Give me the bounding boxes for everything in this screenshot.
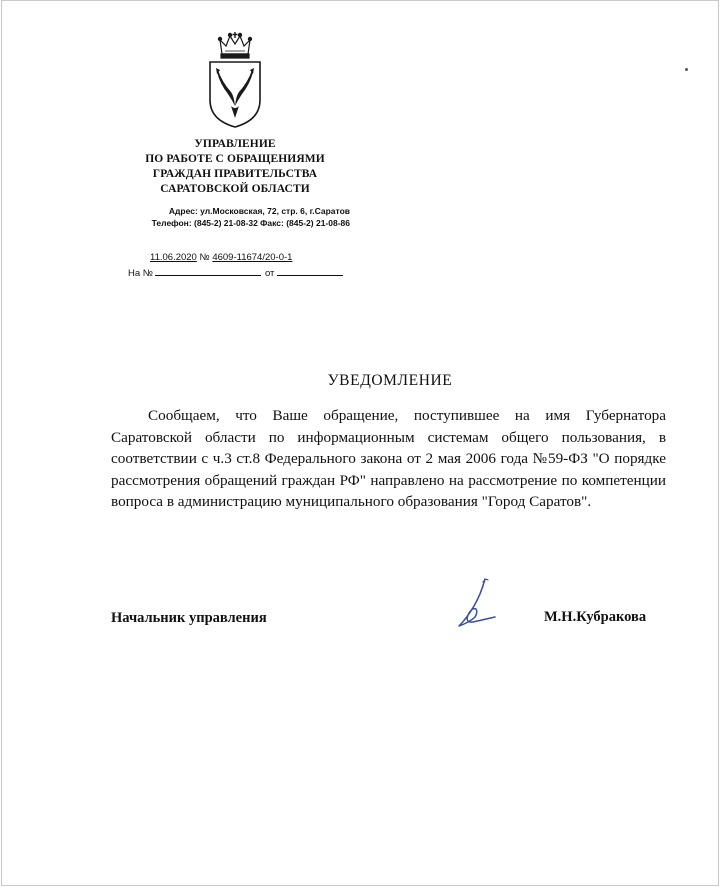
org-line: ГРАЖДАН ПРАВИТЕЛЬСТВА: [152, 168, 318, 180]
signatory-position: Начальник управления: [111, 610, 267, 626]
signatory-name: М.Н.Кубракова: [544, 609, 647, 625]
reference-line: [128, 266, 343, 280]
registration-number: 4609-11674/20-0-1: [212, 252, 293, 263]
reference-from: от: [264, 268, 275, 279]
org-line: УПРАВЛЕНИЕ: [194, 138, 276, 150]
reference-date-blank: [277, 266, 343, 276]
document-title: УВЕДОМЛЕНИЕ: [327, 372, 453, 389]
org-line: САРАТОВСКОЙ ОБЛАСТИ: [160, 183, 310, 195]
registration-line: [150, 252, 292, 264]
registration-date: 11.06.2020: [150, 252, 197, 263]
org-line: ПО РАБОТЕ С ОБРАЩЕНИЯМИ: [145, 153, 325, 165]
notification-body: Сообщаем, что Ваше обращение, поступившее на имя Губернатора Саратовской области по информационным системам общего пользования, в соответствии с ч.3 ст.8 Федерального закона от 2 мая 2006 года №59-ФЗ "О порядке рассмотрения обращений граждан РФ" направлено на рассмотрение по компетенции вопроса в администрацию муниципального образования "Город Саратов".: [111, 407, 666, 511]
phone-fax-line: Телефон: (845-2) 21-08-32 Факс: (845-2) 21-08-86: [151, 218, 350, 228]
address-line: Адрес: ул.Московская, 72, стр. 6, г.Саратов: [168, 206, 350, 216]
coat-of-arms-icon: [204, 30, 266, 130]
reference-number-blank: [155, 266, 261, 276]
number-sign: №: [199, 252, 210, 263]
reference-prefix: На №: [128, 268, 153, 279]
handwritten-signature: [452, 576, 502, 632]
scan-speck: [685, 68, 688, 71]
contact-details: [100, 205, 350, 229]
organization-name: [110, 137, 360, 197]
